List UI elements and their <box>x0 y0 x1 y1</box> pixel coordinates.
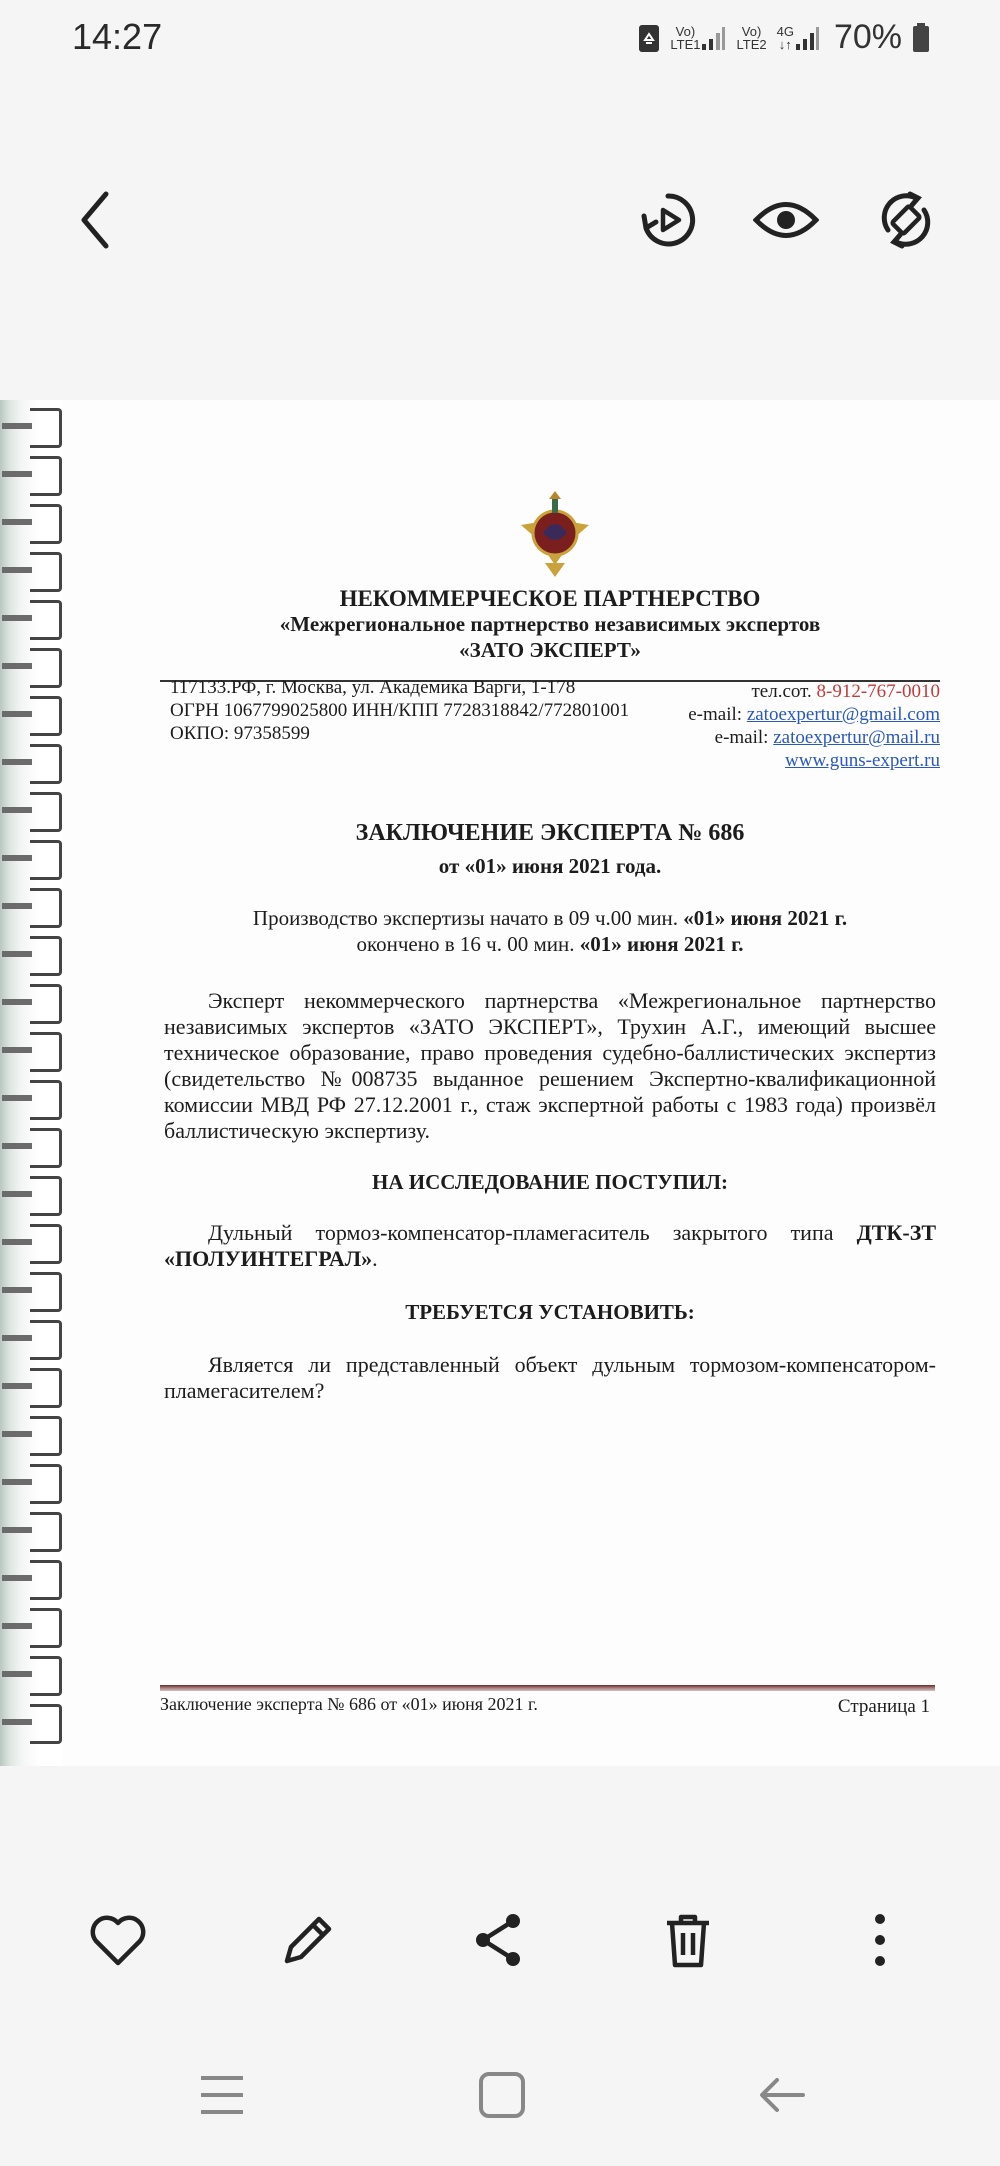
website-link: www.guns-expert.ru <box>785 750 940 771</box>
favorite-button[interactable] <box>78 1900 158 1980</box>
bottom-action-bar <box>0 1900 1000 1980</box>
home-icon <box>477 2070 527 2120</box>
sim2-top: Vo) <box>741 23 762 39</box>
org-line-2: «Межрегиональное партнерство независимых экспертов <box>279 612 821 636</box>
pencil-icon <box>279 1911 337 1969</box>
ogrn: ОГРН 1067799025800 ИНН/КПП 7728318842/772801001 <box>170 700 630 721</box>
share-button[interactable] <box>458 1900 538 1980</box>
website-line <box>688 749 940 772</box>
share-icon <box>471 1911 525 1969</box>
rotate-button[interactable] <box>866 180 946 260</box>
ended-line <box>160 932 940 957</box>
email-link-1: zatoexpertur@gmail.com <box>746 704 940 725</box>
binding-ring <box>30 744 62 784</box>
doc-title: ЗАКЛЮЧЕНИЕ ЭКСПЕРТА № 686 <box>355 820 745 846</box>
section-required: ТРЕБУЕТСЯ УСТАНОВИТЬ: <box>405 1300 695 1324</box>
binding-ring <box>30 408 62 448</box>
trash-icon <box>663 1911 713 1969</box>
back-arrow-icon <box>76 190 116 250</box>
network-type: 4G ↓↑ <box>777 24 820 52</box>
signal-1-icon <box>700 24 726 52</box>
binding-ring <box>30 1128 62 1168</box>
item-text: Дульный тормоз-компенсатор-пламегаситель закрытого типа <box>208 1220 834 1245</box>
requisites-right <box>688 680 940 772</box>
binding-ring <box>30 1512 62 1552</box>
edit-button[interactable] <box>268 1900 348 1980</box>
home-button[interactable] <box>462 2055 542 2135</box>
battery-icon <box>912 23 930 53</box>
recycle-notification-icon <box>638 23 660 53</box>
binding-ring <box>30 1608 62 1648</box>
phone-label: тел.сот. <box>751 681 812 702</box>
battery-percent: 70% <box>833 18 902 56</box>
binding-ring <box>30 1416 62 1456</box>
started-prefix: Производство экспертизы начато в 09 ч.00 мин. <box>252 906 679 930</box>
network-type-label: 4G <box>776 23 794 39</box>
heart-icon <box>88 1913 148 1967</box>
sim2-indicator <box>736 25 766 51</box>
org-line-1: НЕКОММЕРЧЕСКОЕ ПАРТНЕРСТВО <box>339 586 761 611</box>
binding-ring <box>30 792 62 832</box>
sim1-bottom: LTE1 <box>670 36 701 52</box>
recents-button[interactable] <box>182 2055 262 2135</box>
binding-ring <box>30 504 62 544</box>
ended-prefix: окончено в 16 ч. 00 мин. <box>356 932 575 956</box>
item-name: «ПОЛУИНТЕГРАЛ» <box>164 1246 373 1271</box>
email-line-2 <box>688 726 940 749</box>
binding-ring <box>30 840 62 880</box>
footer-left: Заключение эксперта № 686 от «01» июня 2021 г. <box>160 1694 538 1714</box>
binding-ring <box>30 456 62 496</box>
sim1-indicator <box>670 24 726 52</box>
address: 117133.РФ, г. Москва, ул. Академика Варги, 1-178 <box>170 677 576 698</box>
binding-ring <box>30 1368 62 1408</box>
item-end: . <box>372 1246 378 1271</box>
top-toolbar <box>0 150 1000 290</box>
back-icon <box>757 2070 807 2120</box>
binding-ring <box>30 648 62 688</box>
remaster-icon <box>638 190 698 250</box>
requisites-left <box>170 676 629 745</box>
received-item <box>164 1220 936 1272</box>
item-code: ДТК-ЗТ <box>856 1220 936 1245</box>
sim1-top: Vo) <box>675 23 696 39</box>
binding-ring <box>30 1704 62 1744</box>
signal-2-icon <box>794 24 820 52</box>
binding-ring <box>30 1032 62 1072</box>
system-nav-bar <box>0 2055 1000 2135</box>
recents-icon <box>197 2070 247 2120</box>
started-date: «01» июня 2021 г. <box>683 906 848 930</box>
view-button[interactable] <box>746 180 826 260</box>
back-nav-button[interactable] <box>742 2055 822 2135</box>
ended-date: «01» июня 2021 г. <box>579 932 744 956</box>
sim2-bottom: LTE2 <box>736 36 767 52</box>
phone-line <box>688 680 940 703</box>
binding-ring <box>30 1320 62 1360</box>
binding-ring <box>30 984 62 1024</box>
eye-icon <box>753 197 819 243</box>
binding-ring <box>30 1464 62 1504</box>
org-line-3: «ЗАТО ЭКСПЕРТ» <box>459 638 641 662</box>
remaster-button[interactable] <box>628 180 708 260</box>
email-line-1 <box>688 703 940 726</box>
binding-ring <box>30 888 62 928</box>
okpo: ОКПО: 97358599 <box>170 723 310 744</box>
binding-ring <box>30 936 62 976</box>
auto-rotate-icon <box>876 190 936 250</box>
more-options-button[interactable] <box>840 1900 920 1980</box>
section-received: НА ИССЛЕДОВАНИЕ ПОСТУПИЛ: <box>372 1170 728 1194</box>
binding-ring <box>30 1560 62 1600</box>
document-image[interactable] <box>0 400 1000 1766</box>
binding-ring <box>30 1272 62 1312</box>
doc-date: от «01» июня 2021 года. <box>438 854 662 878</box>
email-label-2: e-mail: <box>714 727 769 748</box>
email-label-1: e-mail: <box>688 704 743 725</box>
status-bar <box>0 0 1000 76</box>
binding-ring <box>30 1224 62 1264</box>
binding-ring <box>30 600 62 640</box>
question-paragraph: Является ли представленный объект дульным тормозом-компенсатором-пламегасителем? <box>164 1352 936 1403</box>
email-link-2: zatoexpertur@mail.ru <box>773 727 940 748</box>
started-line <box>160 906 940 931</box>
footer-rule <box>160 1685 935 1691</box>
phone-number: 8-912-767-0010 <box>816 681 940 702</box>
more-vertical-icon <box>870 1911 890 1969</box>
delete-button[interactable] <box>648 1900 728 1980</box>
back-button[interactable] <box>56 180 136 260</box>
footer-page-number: Страница 1 <box>837 1696 930 1717</box>
status-icons <box>638 18 930 57</box>
binding-ring <box>30 1080 62 1120</box>
binding-ring <box>30 696 62 736</box>
status-time: 14:27 <box>72 16 163 57</box>
binding-ring <box>30 552 62 592</box>
binding-ring <box>30 1656 62 1696</box>
expert-paragraph: Эксперт некоммерческого партнерства «Межрегиональное партнерство независимых экспертов «ЗАТО ЭКСПЕРТ», Трухин А.Г., имеющий высшее техническое образование, право проведения судебно-баллистических экспертиз (свидетельство №008735 выданное решением Экспертно-квалификационной комиссии МВД РФ 27.12.2001 г., стаж экспертной работы с 1983 года) произвёл баллистическую экспертизу. <box>164 988 936 1143</box>
emblem-logo <box>515 485 595 580</box>
binding-ring <box>30 1176 62 1216</box>
